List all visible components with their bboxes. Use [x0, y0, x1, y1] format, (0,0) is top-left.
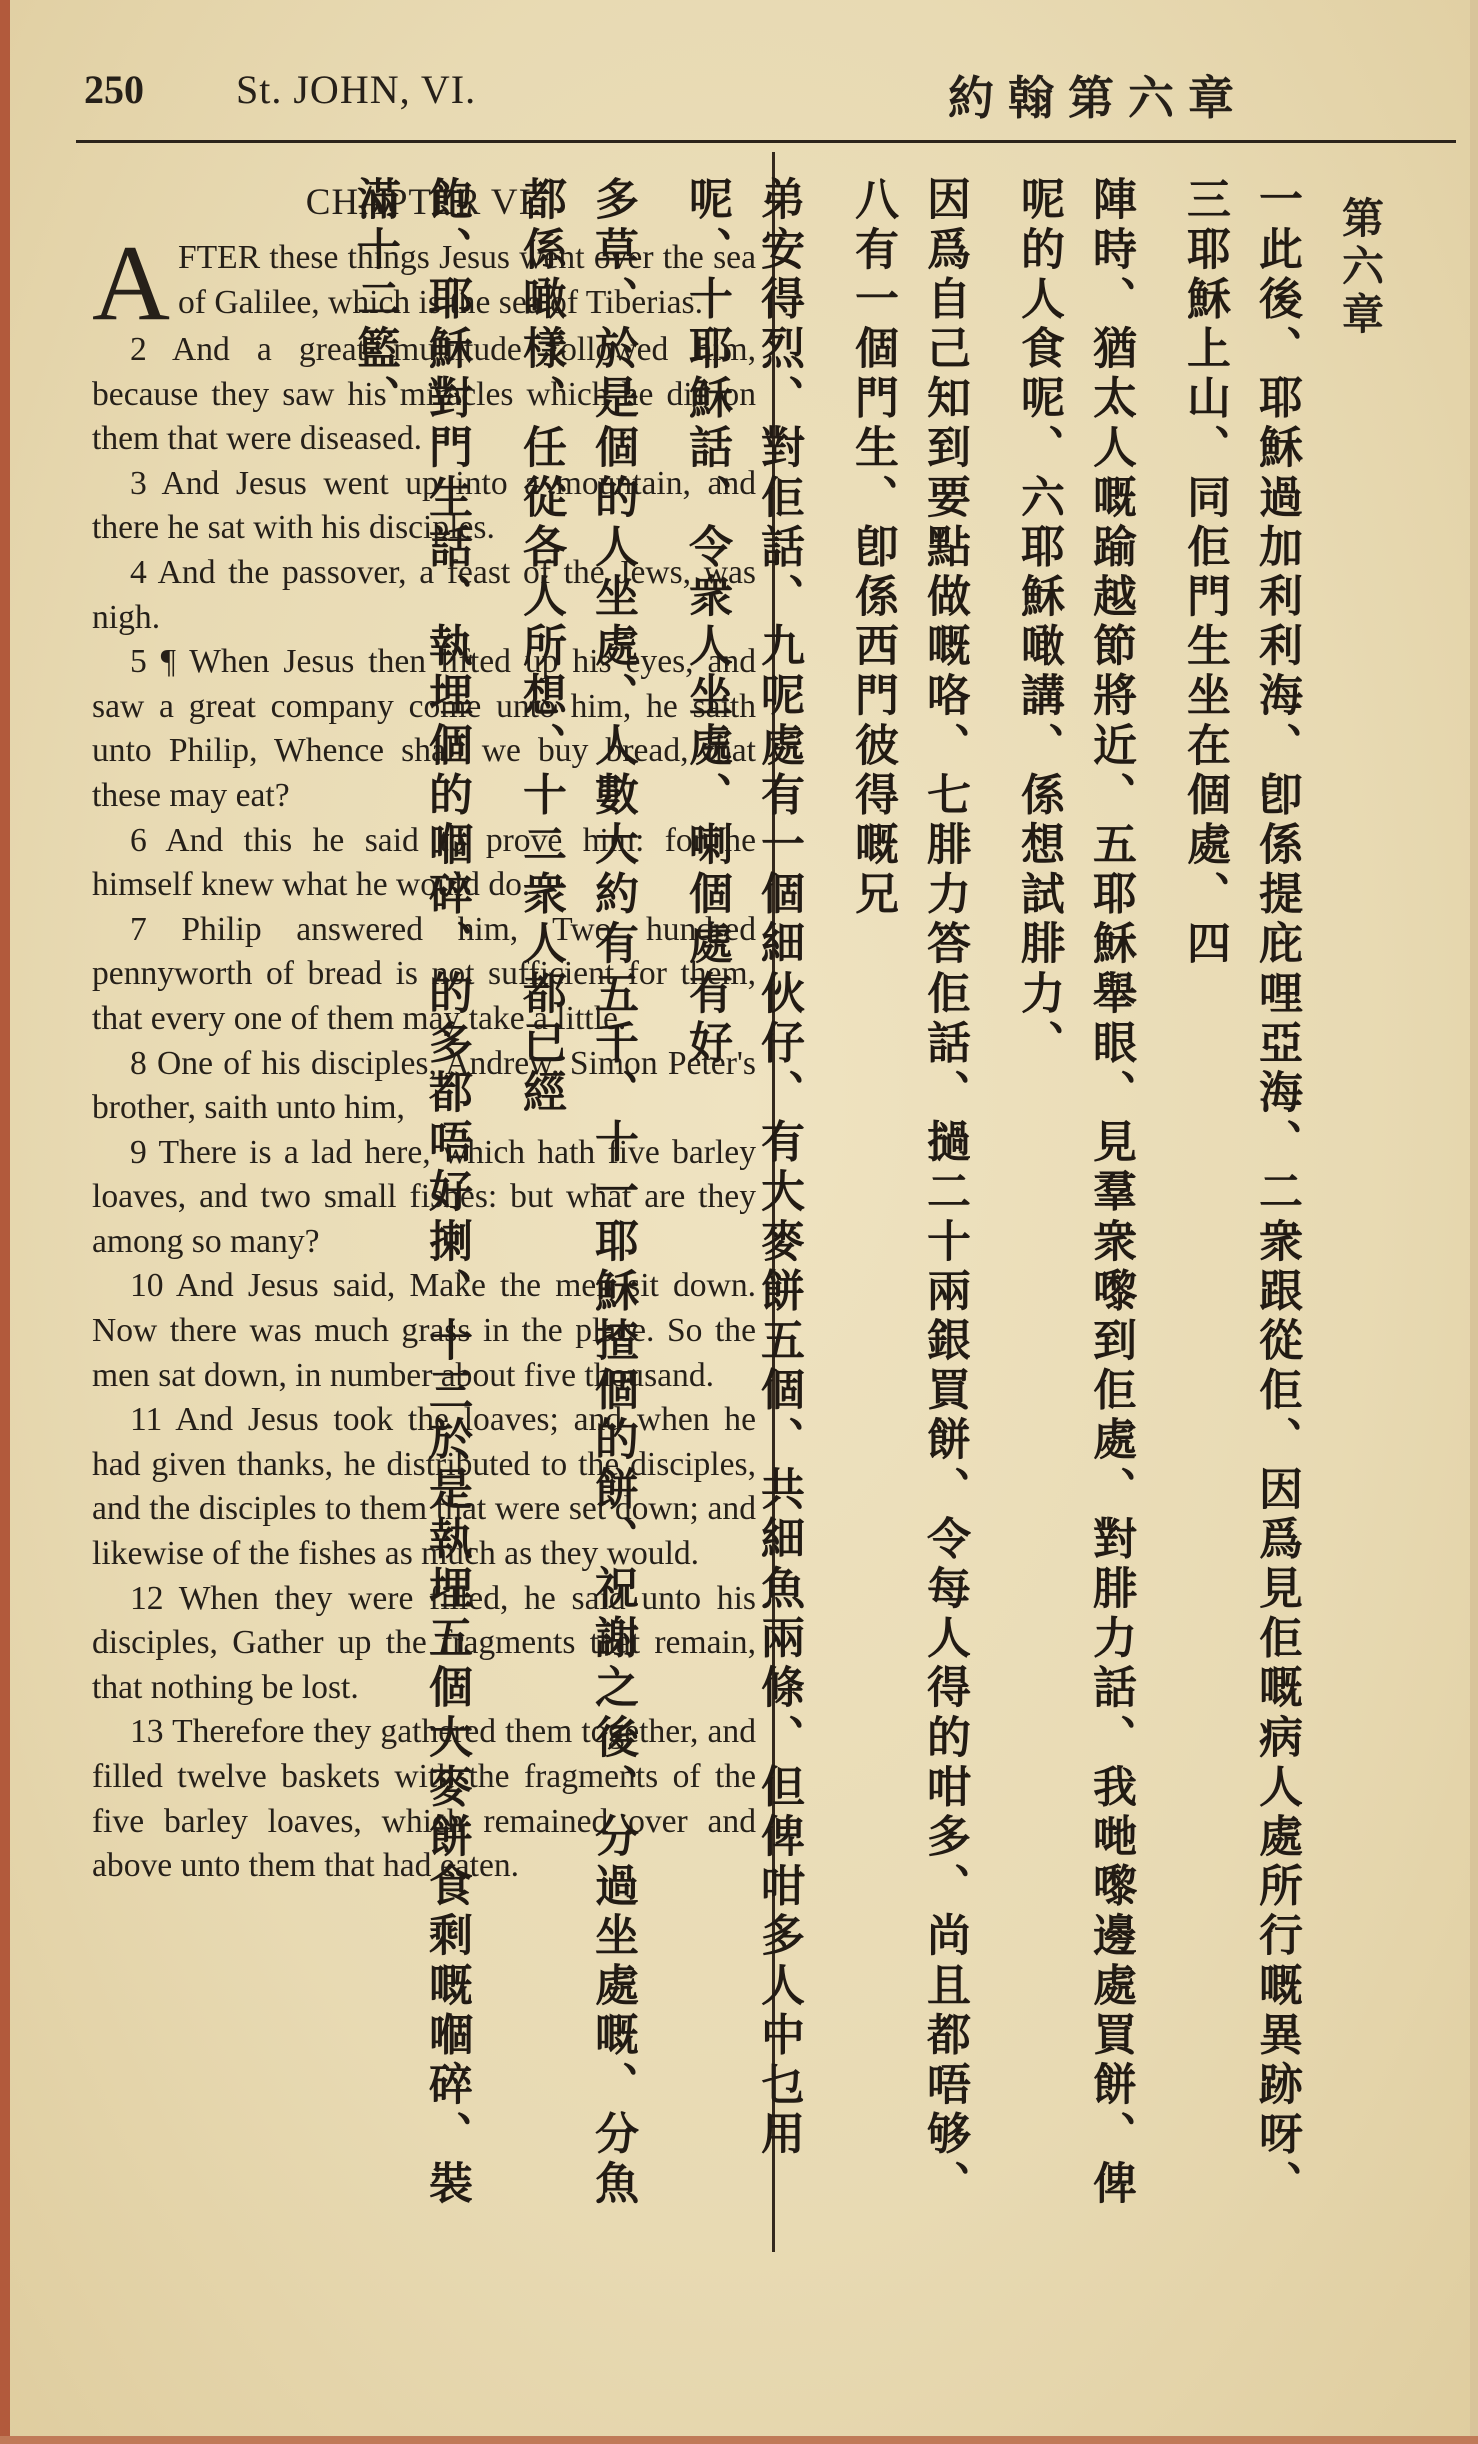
verse-10: 10 And Jesus said, Make the men sit down. Now there was much grass in the place. So the men sat down, in number about five thousand.	[92, 1267, 756, 1394]
chinese-text-column: 多草、於是個的人坐處、人數大約有五千、十一耶穌揸個的餅、祝謝之後、分過坐處嘅、分魚都係噉樣、任從各人所想、十二衆人都已經	[515, 176, 638, 2210]
verse-text: FTER these things Jesus went over the sea of Galilee, which is the sea of Tiberias.	[178, 239, 756, 321]
verse-11: 11 And Jesus took the loaves; and when he had given thanks, he distributed to the disciples, and the disciples to them that were set down; and likewise of the fishes as much as they would.	[92, 1401, 756, 1573]
verse-7: 7 Philip answered him, Two hundred pennyworth of bread is not sufficient for them, that every one of them may take a little.	[92, 910, 756, 1037]
verse-12: 12 When they were filled, he said unto his disciples, Gather up the fragments that remain, that nothing be lost.	[92, 1579, 756, 1706]
verse-4: 4 And the passover, a feast of the Jews, was nigh.	[92, 553, 756, 636]
page-edge-bottom	[0, 2436, 1478, 2444]
dropcap-letter: A	[92, 224, 170, 343]
chinese-text-columns	[338, 176, 1312, 2256]
verse-6: 6 And this he said to prove him: for he himself knew what he would do.	[92, 821, 756, 904]
chinese-chapter-title: 第六章	[1336, 196, 1385, 340]
chinese-column	[338, 176, 1390, 2256]
verse-13: 13 Therefore they gathered them together, and filled twelve baskets with the fragments of the five barley loaves, which remained over and above unto them that had eaten.	[92, 1713, 756, 1885]
running-title: St. JOHN, VI.	[236, 67, 477, 112]
chinese-text-column: 一此後、耶穌過加利利海、卽係提庇哩亞海、二衆跟從佢、因爲見佢嘅病人處所行嘅異跡呀、三耶穌上山、同佢門生坐在個處、四	[1179, 176, 1302, 2210]
verse-9: 9 There is a lad here, which hath five barley loaves, and two small fishes: but what are they among so many?	[92, 1133, 756, 1260]
running-header	[0, 66, 1478, 136]
chinese-text-column: 弟安得烈、對佢話、九呢處有一個細伙仔、有大麥餅五個、共細魚兩條、但俾咁多人中乜用呢、十耶穌話、令衆人坐處、喇個處有好	[681, 176, 804, 2160]
verse-2: 2 And a great multitude followed him, because they saw his miracles which he did on them that were diseased.	[92, 331, 756, 458]
chinese-text-column: 飽、耶穌對門生話、執埋個的嗰碎、的多都唔好揦、十三於是執埋五個大麥餅食剩嘅嗰碎、裝滿十二籃、	[349, 176, 472, 2210]
verse-8: 8 One of his disciples, Andrew, Simon Peter's brother, saith unto him,	[92, 1044, 756, 1127]
chinese-text-column: 因爲自己知到要點做嘅咯、七腓力答佢話、撾二十兩銀買餅、令每人得的咁多、尚且都唔够、八有一個門生、卽係西門彼得嘅兄	[847, 176, 970, 2210]
verse-3: 3 And Jesus went up into a mountain, and there he sat with his disciples.	[92, 464, 756, 547]
verse-5: 5 ¶ When Jesus then lifted up his eyes, and saw a great company come unto him, he saith unto Philip, Whence shall we buy bread, that these may eat?	[92, 643, 756, 814]
header-rule	[76, 140, 1456, 143]
page-edge-left	[0, 0, 10, 2444]
page-number: 250	[84, 67, 144, 112]
chinese-text-column: 陣時、猶太人嘅踰越節將近、五耶穌舉眼、見羣衆嚟到佢處、對腓力話、我哋嚟邊處買餅、俾呢的人食呢、六耶穌噉講、係想試腓力、	[1013, 176, 1136, 2210]
page-edge-right	[1470, 0, 1478, 2444]
chinese-running-title: 約翰第六章	[948, 71, 1248, 125]
chapter-title: CHAPTER VI.	[305, 182, 543, 223]
